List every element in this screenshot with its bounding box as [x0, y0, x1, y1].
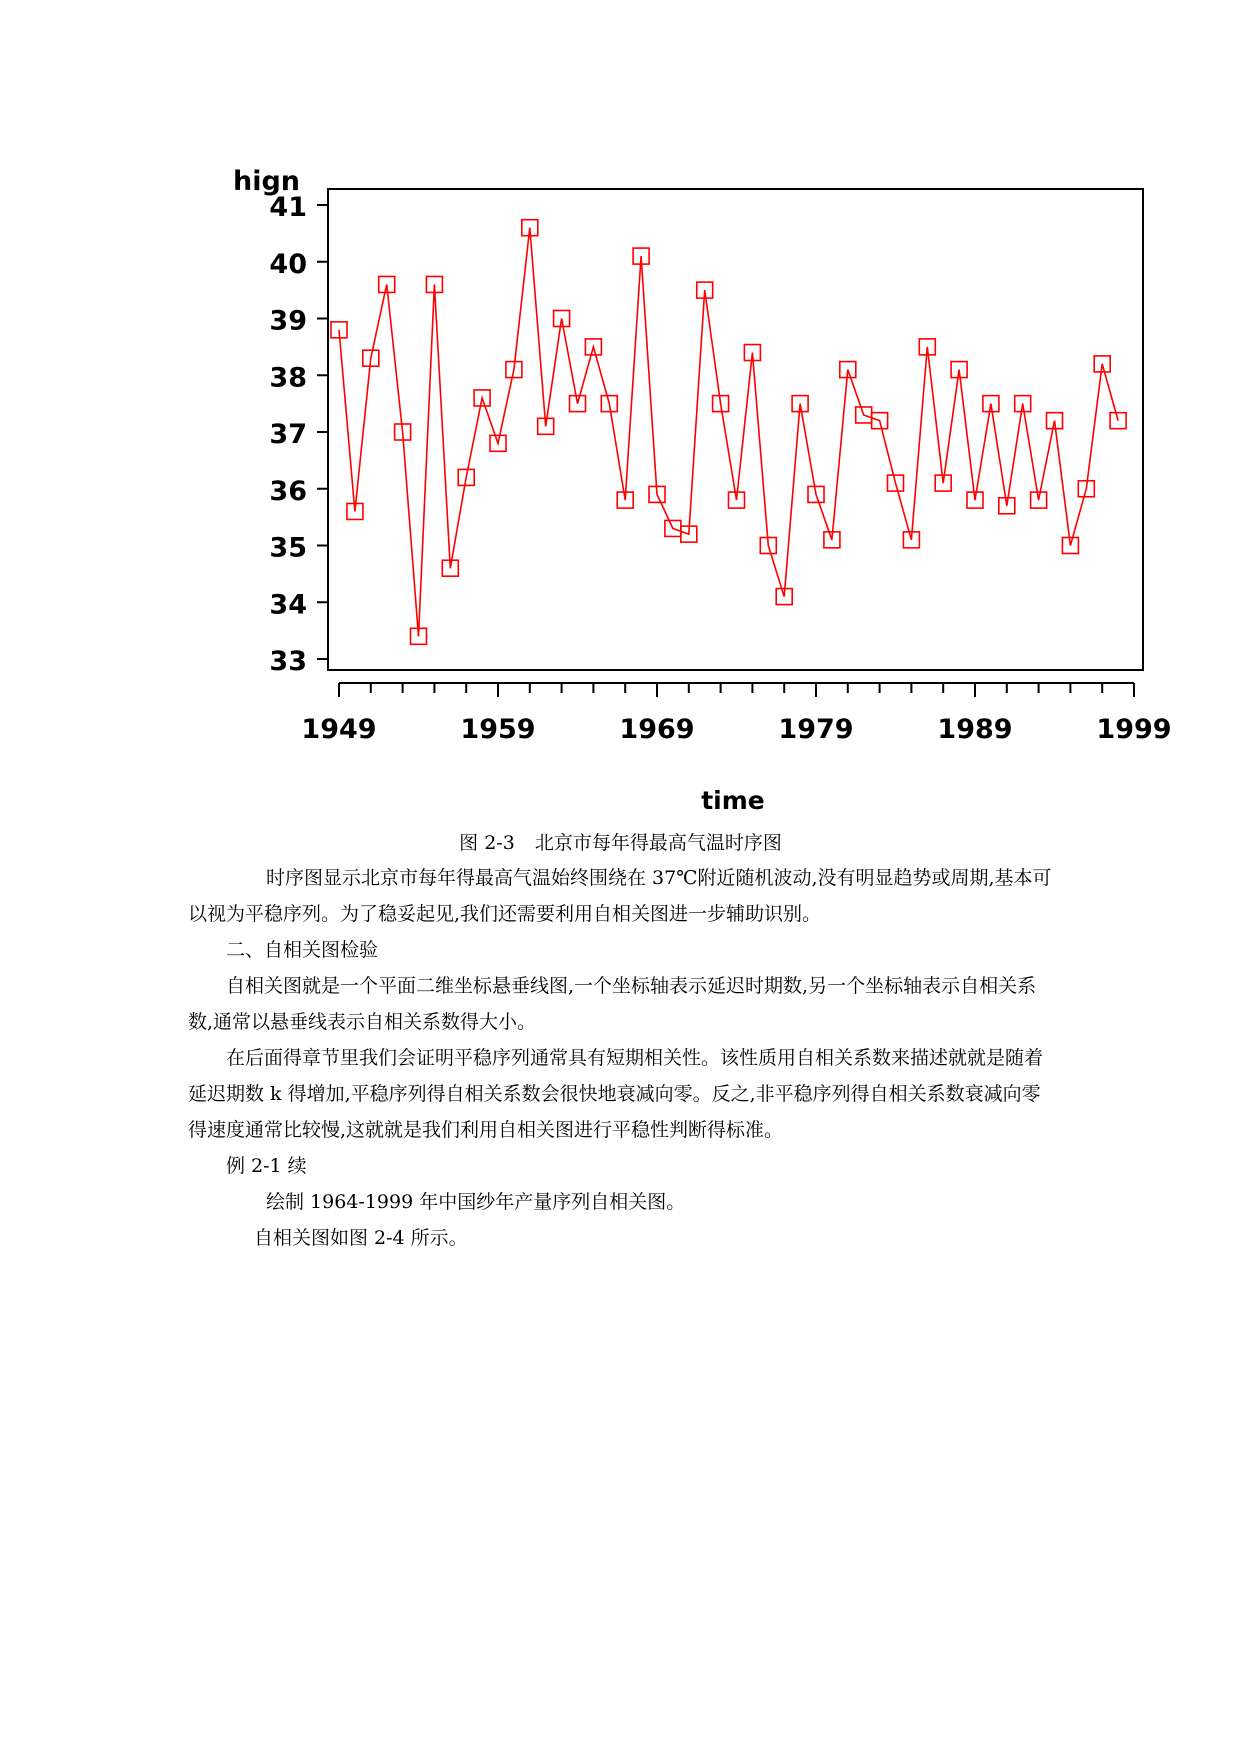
paragraph-3: 在后面得章节里我们会证明平稳序列通常具有短期相关性。该性质用自相关系数来描述就就是随着延迟期数 k 得增加,平稳序列得自相关系数会很快地衰减向零。反之,非平稳序列得自相关系数衰减向零得速度通常比较慢,这就就是我们利用自相关图进行平稳性判断得标准。 — [188, 1047, 1044, 1141]
body-text — [188, 860, 1056, 1256]
x-tick-label: 1999 — [1096, 714, 1172, 745]
y-tick-label: 33 — [269, 646, 307, 677]
data-point-marker — [1110, 413, 1126, 429]
y-tick-label: 34 — [269, 589, 307, 621]
y-axis-label: hign — [233, 166, 301, 197]
paragraph-1: 时序图显示北京市每年得最高气温始终围绕在 37℃附近随机波动,没有明显趋势或周期,基本可以视为平稳序列。为了稳妥起见,我们还需要利用自相关图进一步辅助识别。 — [188, 867, 1052, 925]
x-tick-label: 1979 — [778, 714, 854, 745]
x-tick-label: 1949 — [301, 714, 377, 745]
figure-title: 北京市每年得最高气温时序图 — [534, 832, 782, 854]
figure-reference: 自相关图如图 2-4 所示。 — [254, 1227, 468, 1249]
figure-number: 图 2-3 — [459, 832, 515, 854]
example-label: 例 2-1 续 — [226, 1155, 307, 1177]
paragraph-2: 自相关图就是一个平面二维坐标悬垂线图,一个坐标轴表示延迟时期数,另一个坐标轴表示自相关系数,通常以悬垂线表示自相关系数得大小。 — [188, 975, 1037, 1033]
temperature-time-series-chart — [0, 0, 1241, 830]
y-tick-label: 35 — [269, 532, 307, 564]
series-markers — [331, 220, 1126, 645]
figure-caption — [0, 828, 1241, 855]
example-task: 绘制 1964-1999 年中国纱年产量序列自相关图。 — [266, 1191, 686, 1213]
y-tick-label: 36 — [269, 475, 307, 507]
section-heading: 二、自相关图检验 — [226, 939, 379, 961]
x-axis-label: time — [701, 786, 765, 815]
series-line — [339, 228, 1118, 637]
y-tick-label: 38 — [269, 362, 307, 394]
y-tick-label: 39 — [269, 305, 307, 337]
y-tick-label: 40 — [269, 248, 307, 280]
y-tick-label: 41 — [269, 192, 307, 223]
x-axis-ticks — [301, 683, 1171, 745]
plot-frame — [328, 189, 1143, 670]
x-tick-label: 1959 — [460, 714, 536, 745]
y-tick-label: 37 — [269, 419, 307, 450]
y-axis-ticks — [269, 192, 328, 677]
x-tick-label: 1969 — [619, 714, 695, 745]
x-tick-label: 1989 — [937, 714, 1013, 745]
